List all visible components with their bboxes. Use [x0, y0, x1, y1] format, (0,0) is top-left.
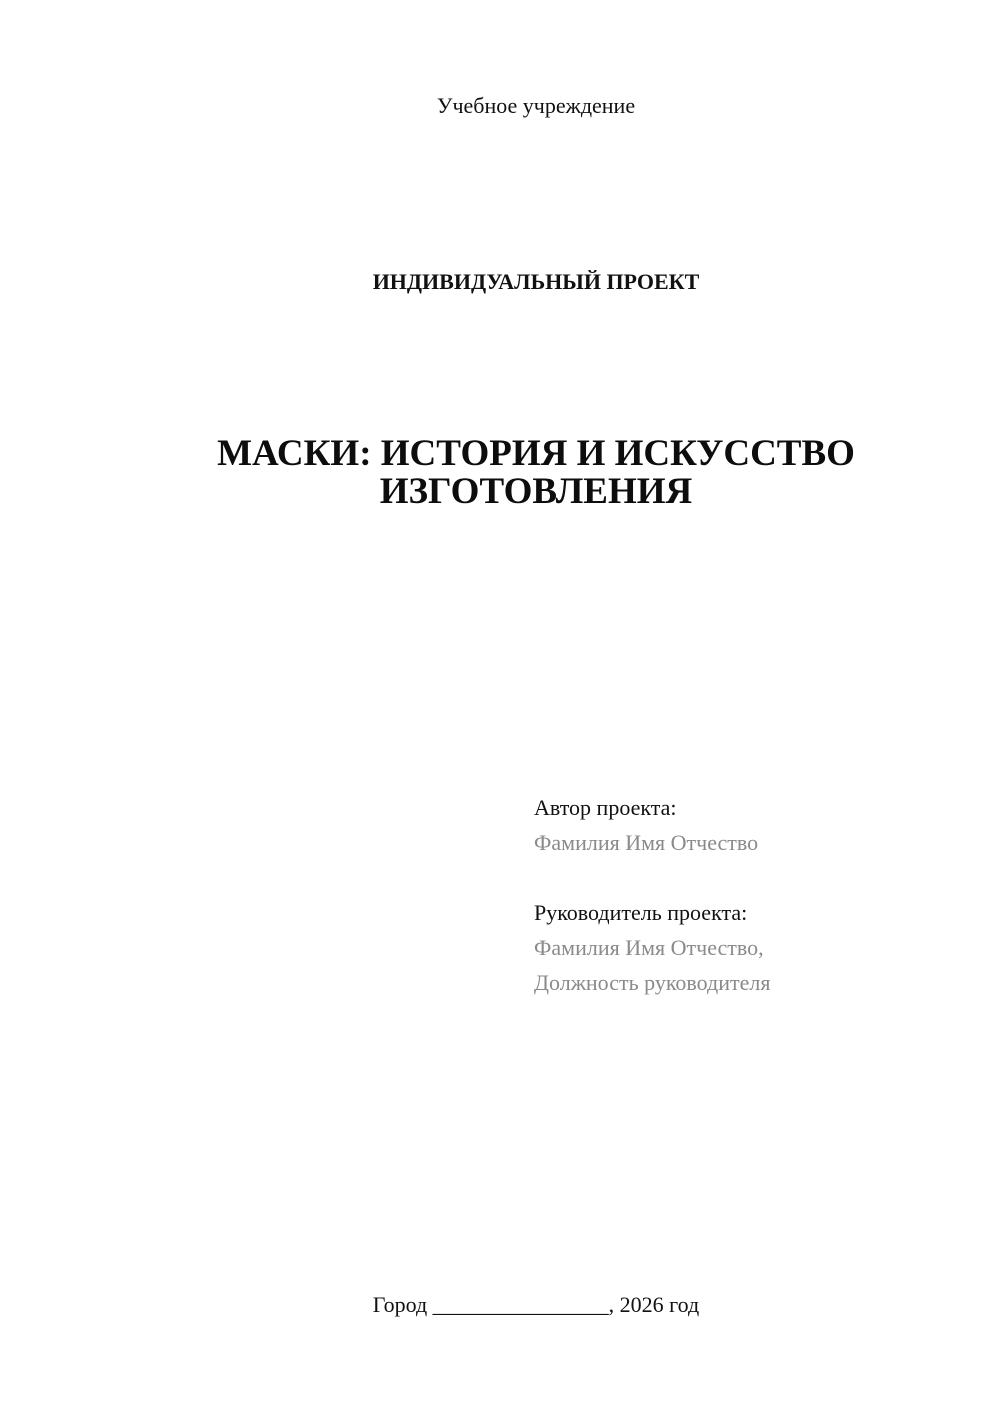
supervisor-label: Руководитель проекта:: [534, 900, 748, 925]
credits-block: [534, 790, 974, 1000]
supervisor-position-placeholder: Должность руководителя: [534, 970, 771, 995]
author-name-placeholder: Фамилия Имя Отчество: [534, 830, 759, 855]
supervisor-name-placeholder: Фамилия Имя Отчество,: [534, 935, 764, 960]
project-title: [0, 435, 1000, 511]
project-title-line-1: МАСКИ: ИСТОРИЯ И ИСКУССТВО: [217, 433, 855, 474]
credits-spacer: [534, 860, 974, 895]
city-year-line: Город ________________, 2026 год: [372, 1292, 700, 1317]
project-title-line-2: ИЗГОТОВЛЕНИЯ: [379, 471, 693, 512]
project-type-heading: ИНДИВИДУАЛЬНЫЙ ПРОЕКТ: [372, 269, 700, 294]
institution-name: Учебное учреждение: [436, 93, 636, 118]
author-label: Автор проекта:: [534, 795, 677, 820]
